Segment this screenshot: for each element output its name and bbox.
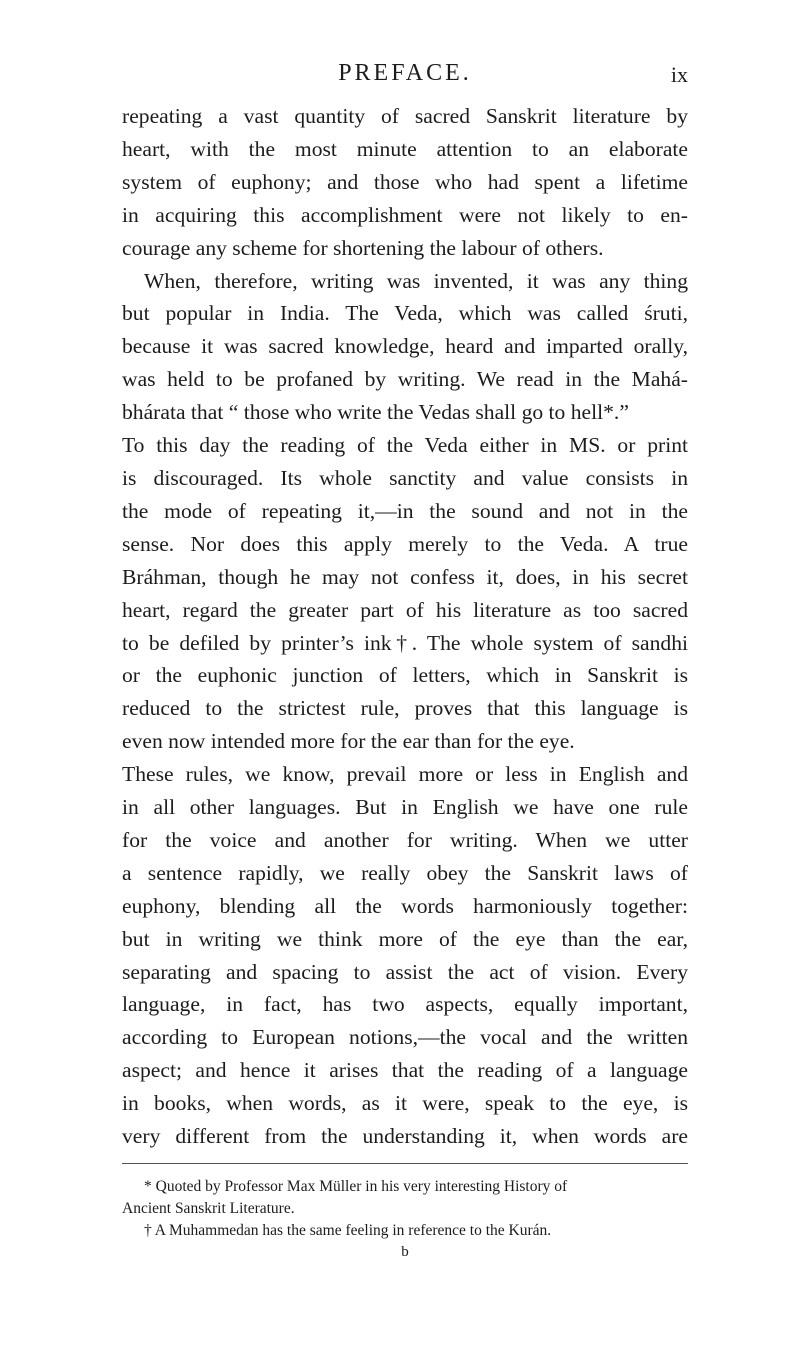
text-line: reduced to the strictest rule, proves that this language is: [122, 696, 688, 721]
text-line: Bráhman, though he may not confess it, does, in his secret: [122, 564, 688, 589]
text-line: sense. Nor does this apply merely to the Veda. A true: [122, 531, 688, 556]
footnote-line: Ancient Sanskrit Literature.: [122, 1200, 295, 1217]
page-number: ix: [670, 62, 688, 87]
footnote-line: * Quoted by Professor Max Müller in his very interesting History of: [144, 1178, 568, 1195]
text-line: but in writing we think more of the eye than the ear,: [122, 926, 688, 951]
text-line: aspect; and hence it arises that the reading of a language: [122, 1058, 688, 1083]
text-line: to be defiled by printer’s ink†. The whole system of sandhi: [122, 630, 688, 655]
text-line: courage any scheme for shortening the labour of others.: [122, 235, 604, 260]
text-line: To this day the reading of the Veda either in MS. or print: [122, 433, 688, 458]
text-line: heart, with the most minute attention to an elaborate: [122, 136, 688, 161]
text-line: is discouraged. Its whole sanctity and value consists in: [122, 465, 688, 490]
text-line: These rules, we know, prevail more or less in English and: [122, 762, 688, 787]
signature-mark: b: [401, 1244, 409, 1260]
text-line: bhárata that “ those who write the Vedas shall go to hell*.”: [122, 400, 629, 425]
text-line: was held to be profaned by writing. We read in the Mahá-: [122, 367, 688, 392]
text-line: because it was sacred knowledge, heard and imparted orally,: [122, 334, 688, 359]
text-line: or the euphonic junction of letters, which in Sanskrit is: [122, 663, 688, 688]
text-line: repeating a vast quantity of sacred Sanskrit literature by: [122, 104, 688, 128]
text-line: language, in fact, has two aspects, equally important,: [122, 992, 688, 1017]
running-title: PREFACE.: [338, 60, 472, 86]
text-line: for the voice and another for writing. When we utter: [122, 827, 688, 852]
text-line: in books, when words, as it were, speak to the eye, is: [122, 1091, 688, 1116]
footnote-line: † A Muhammedan has the same feeling in reference to the Kurán.: [144, 1222, 552, 1239]
running-head: [122, 60, 688, 100]
text-line: separating and spacing to assist the act of vision. Every: [122, 959, 688, 984]
book-page: [122, 60, 688, 1261]
body-text: [122, 100, 688, 1153]
text-line: in acquiring this accomplishment were not likely to en-: [122, 202, 688, 227]
text-line: a sentence rapidly, we really obey the Sanskrit laws of: [122, 860, 688, 885]
footnote-rule: [122, 1163, 688, 1164]
text-line: euphony, blending all the words harmoniously together:: [122, 893, 688, 918]
text-line: even now intended more for the ear than for the eye.: [122, 729, 575, 754]
text-line: very different from the understanding it, when words are: [122, 1124, 688, 1149]
text-line: the mode of repeating it,—in the sound and not in the: [122, 498, 688, 523]
text-line: system of euphony; and those who had spent a lifetime: [122, 169, 688, 194]
text-line: heart, regard the greater part of his literature as too sacred: [122, 597, 688, 622]
text-line: When, therefore, writing was invented, it was any thing: [144, 268, 688, 293]
text-line: in all other languages. But in English we have one rule: [122, 795, 688, 820]
text-line: according to European notions,—the vocal and the written: [122, 1025, 688, 1050]
footnotes: [122, 1176, 688, 1242]
text-line: but popular in India. The Veda, which was called śruti,: [122, 301, 688, 326]
